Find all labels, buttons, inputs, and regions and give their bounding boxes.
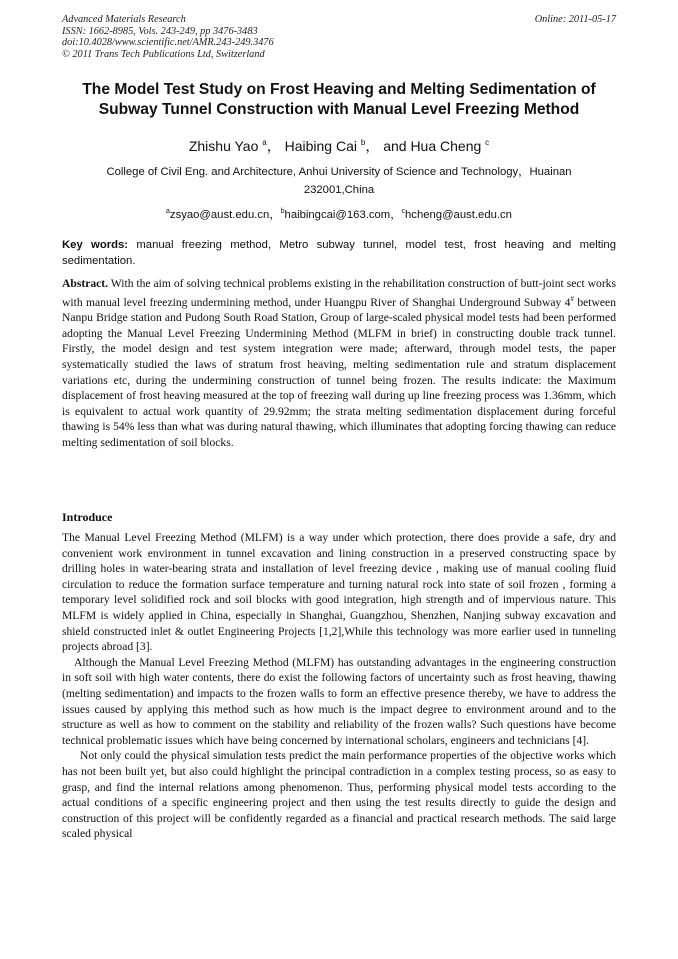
introduce-body — [62, 530, 616, 842]
abstract-text: With the aim of solving technical problems existing in the rehabilitation construction of butt-joint sect works with manual level freezing undermining method, under Huangpu River of Shanghai Underground Subway 4 — [62, 277, 616, 309]
email-link[interactable]: hcheng@aust.edu.cn — [405, 209, 512, 221]
author-separator: ， — [266, 138, 281, 154]
paragraph: Although the Manual Level Freezing Method (MLFM) has outstanding advantages in the engineering construction in soft soil with high water contents, there do exist the following factors of uncertainty such as frost heaving, thawing (melting sedimentation) and impacts to the frozen walls to form an effective presence thereby, we have to address the issues caused by applying this method such as how much is the impact degree to environment around and to the structure as well as how to comment on the stability and reliability of the frozen walls? Such questions have become technical problematic issues which have being concerned by international scholars, engineers and technicians [4]. — [62, 655, 616, 747]
author-name: Zhishu Yao — [188, 138, 259, 154]
keywords-text: manual freezing method, Metro subway tunnel, model test, frost heaving and melting sedimentation. — [62, 239, 616, 267]
affiliation: College of Civil Eng. and Architecture, Anhui University of Science and Technology，Huainan 232001,China — [106, 166, 572, 196]
author-emails — [62, 203, 616, 224]
journal-issn: ISSN: 1662-8985, Vols. 243-249, pp 3476-3483 — [62, 25, 258, 37]
email-separator: ， — [269, 209, 281, 221]
section-heading-introduce: Introduce — [62, 510, 113, 524]
paragraph: Not only could the physical simulation tests predict the main performance properties of the objective works which has not been built yet, but also could highlight the principal contradiction in a complex testing process, so as easy to grasp, and find the internal relations among phenomenon. Thus, performing physical model tests according to the actual conditions of a specific engineering project and then using the test results directly to guide the design and construction of this project will be confidently regarded as a financial and practical research methods. The said large scaled physical — [62, 749, 616, 841]
paragraph: The Manual Level Freezing Method (MLFM) is a way under which protection, there does provide a safe, dry and convenient work environment in tunnel excavation and lining construction in a preserved constructing space by drilling holes in water-bearing strata and installation of level freezing device , making use of manual cooling fluid circulation to reduce the formation surface temperature and turning natural rock into state of soil frozen , forming a temporary level solidified rock and soil blocks with good integration, high strength and of impervious nature. This MLFM is widely applied in China, especially in Shanghai, Guangzhou, Shenzhen, Nanjing subway excavation and shield constructed inlet & outlet Engineering Projects [1,2],While this technology was more earlier used in tunneling projects abroad [3]. — [62, 531, 616, 654]
abstract-sup: # — [570, 294, 574, 303]
email-separator: ， — [390, 209, 402, 221]
email-link[interactable]: haibingcai@163.com — [284, 209, 391, 221]
journal-doi: doi:10.4028/www.scientific.net/AMR.243-249.3476 — [62, 37, 274, 48]
abstract-label: Abstract. — [62, 277, 109, 290]
keywords — [62, 238, 616, 269]
author-name: and Hua Cheng — [383, 138, 482, 154]
email-marker: b — [280, 208, 285, 215]
journal-copyright: © 2011 Trans Tech Publications Ltd, Switzerland — [62, 48, 265, 60]
author-affil-marker: a — [262, 138, 267, 147]
journal-header — [62, 14, 616, 60]
email-marker: c — [401, 208, 406, 215]
abstract-text-cont: between Nanpu Bridge station and Pudong South Road Station, Group of large-scaled physical model tests had been performed adopting the Manual Level Freezing Undermining Method (MLFM in brief) in constructing double track tunnel. Firstly, the model design and test system integration were made; afterward, through model tests, the paper systematically studied the laws of stratum frost heaving, melting sedimentation rule and stratum displacement variations etc, during the undermining construction of tunnel being frozen. The results indicate: the Maximum displacement of frost heaving measured at the top of freezing wall during up line freezing process was 1.36mm, which is equivalent to actual work quantity of 29.92mm; the strata melting sedimentation displacement during forceful thawing is 54% less than what was during natural thawing, which illuminates that adopting forcing thawing can reduce melting sedimentation of soil blocks. — [62, 295, 616, 449]
paper-title: The Model Test Study on Frost Heaving and Melting Sedimentation of Subway Tunnel Construction with Manual Level Freezing Method — [82, 81, 596, 118]
author-separator: ， — [365, 138, 380, 154]
journal-name: Advanced Materials Research — [62, 14, 186, 25]
author-name: Haibing Cai — [284, 138, 357, 154]
keywords-label: Key words: — [62, 239, 129, 251]
abstract — [62, 276, 616, 451]
email-link[interactable]: zsyao@aust.edu.cn — [169, 209, 270, 221]
email-marker: a — [166, 208, 170, 215]
author-affil-marker: c — [485, 138, 490, 147]
author-list — [62, 133, 616, 156]
author-affil-marker: b — [360, 138, 366, 147]
online-date: Online: 2011-05-17 — [534, 14, 616, 25]
